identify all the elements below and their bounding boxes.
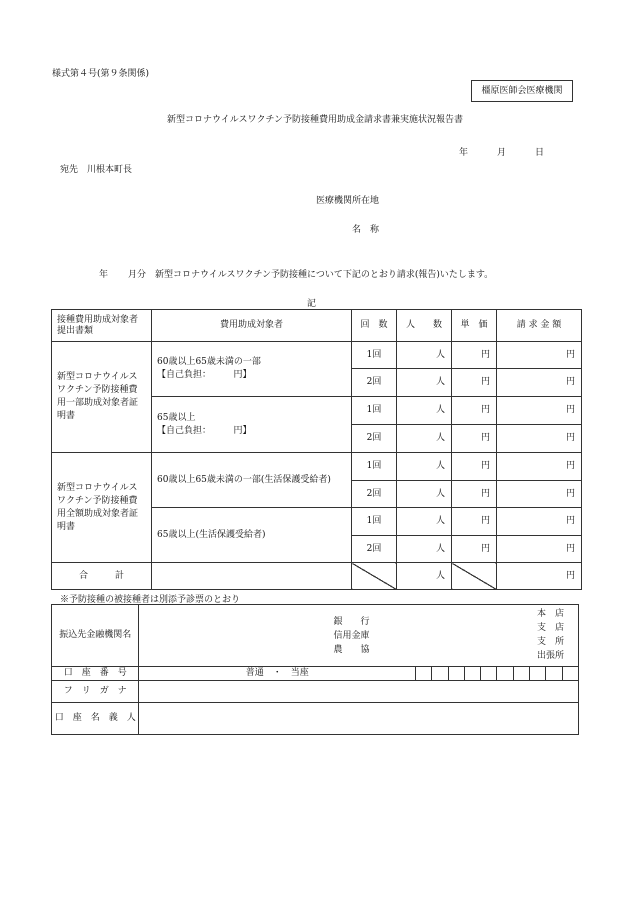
- amount-cell: 円: [497, 342, 582, 369]
- dose-cell: 2回: [352, 369, 397, 397]
- amount-cell: 円: [497, 508, 582, 536]
- bank-name-field[interactable]: [139, 605, 579, 667]
- dose-cell: 1回: [352, 397, 397, 425]
- account-number-row: [52, 667, 579, 681]
- account-digit-cell[interactable]: [562, 667, 578, 681]
- people-cell: 人: [397, 369, 452, 397]
- amount-cell: 円: [497, 481, 582, 508]
- people-cell: 人: [397, 508, 452, 536]
- table-row: [52, 453, 582, 481]
- bank-type: 銀 行: [333, 617, 370, 627]
- unit-price-cell: 円: [452, 481, 497, 508]
- people-cell: 人: [397, 536, 452, 563]
- group-1-target-1: 60歳以上65歳未満の一部 【自己負担： 円】: [152, 342, 352, 397]
- dose-cell: 2回: [352, 536, 397, 563]
- account-digit-cell[interactable]: [497, 667, 513, 681]
- date-month: 月: [497, 148, 507, 158]
- account-digit-cell[interactable]: [464, 667, 480, 681]
- people-cell: 人: [397, 481, 452, 508]
- account-digit-cell[interactable]: [448, 667, 464, 681]
- header-target: 費用助成対象者: [152, 310, 352, 342]
- request-month: 月分: [128, 270, 147, 280]
- clinic-name-label: 名 称: [352, 225, 380, 235]
- dose-cell: 1回: [352, 453, 397, 481]
- total-count-diagonal: [352, 563, 397, 590]
- bank-types: [333, 615, 369, 657]
- account-digit-cell[interactable]: [513, 667, 529, 681]
- header-unit-price: 単 価: [452, 310, 497, 342]
- ki-mark: 記: [307, 299, 317, 309]
- unit-price-cell: 円: [452, 536, 497, 563]
- amount-cell: 円: [497, 453, 582, 481]
- unit-price-cell: 円: [452, 425, 497, 453]
- amount-cell: 円: [497, 397, 582, 425]
- bank-table: [51, 604, 579, 735]
- bank-type: 農 協: [333, 645, 370, 655]
- total-row: [52, 563, 582, 590]
- unit-price-cell: 円: [452, 397, 497, 425]
- bank-label: 振込先金融機関名: [52, 605, 139, 667]
- total-label: 合 計: [52, 563, 152, 590]
- account-number-label: 口 座 番 号: [52, 667, 139, 681]
- total-amount-cell: 円: [497, 563, 582, 590]
- branch-types: [537, 607, 564, 663]
- furigana-label: フ リ ガ ナ: [52, 681, 139, 703]
- account-digit-cell[interactable]: [416, 667, 432, 681]
- clinic-address-label: 医療機関所在地: [316, 196, 380, 206]
- total-unit-price-diagonal: [452, 563, 497, 590]
- amount-cell: 円: [497, 425, 582, 453]
- group-1-target-2: 65歳以上 【自己負担： 円】: [152, 397, 352, 453]
- people-cell: 人: [397, 342, 452, 369]
- unit-price-cell: 円: [452, 342, 497, 369]
- bank-type: 信用金庫: [333, 631, 370, 641]
- furigana-field[interactable]: [139, 681, 579, 703]
- branch-type: 出張所: [536, 651, 564, 661]
- account-digit-cell[interactable]: [481, 667, 497, 681]
- unit-price-cell: 円: [452, 508, 497, 536]
- form-number: 様式第４号(第９条関係): [52, 69, 150, 79]
- bank-row: [52, 605, 579, 667]
- unit-price-cell: 円: [452, 369, 497, 397]
- total-people-cell: 人: [397, 563, 452, 590]
- header-amount: 請 求 金 額: [497, 310, 582, 342]
- date-day: 日: [535, 148, 545, 158]
- group-2-target-1: 60歳以上65歳未満の一部(生活保護受給者): [152, 453, 352, 508]
- document-title: 新型コロナウイルスワクチン予防接種費用助成金請求書兼実施状況報告書: [166, 115, 463, 125]
- branch-type: 支 所: [536, 637, 564, 647]
- table-header-row: [52, 310, 582, 342]
- account-holder-row: [52, 703, 579, 735]
- stamp-box: [471, 80, 573, 102]
- account-digit-cell[interactable]: [546, 667, 562, 681]
- group-1-category: 新型コロナウイルス ワクチン予防接種費 用一部助成対象者証 明書: [52, 342, 152, 453]
- date-year: 年: [459, 148, 469, 158]
- header-count: 回 数: [352, 310, 397, 342]
- amount-cell: 円: [497, 536, 582, 563]
- account-holder-field[interactable]: [139, 703, 579, 735]
- group-2-category: 新型コロナウイルス ワクチン予防接種費 用全額助成対象者証 明書: [52, 453, 152, 563]
- request-text: 新型コロナウイルスワクチン予防接種について下記のとおり請求(報告)いたします。: [155, 270, 494, 280]
- subsidy-table: [51, 309, 582, 590]
- total-target-blank: [152, 563, 352, 590]
- people-cell: 人: [397, 453, 452, 481]
- dose-cell: 2回: [352, 481, 397, 508]
- people-cell: 人: [397, 397, 452, 425]
- account-digit-cell[interactable]: [432, 667, 448, 681]
- table-row: [52, 342, 582, 369]
- branch-type: 支 店: [536, 623, 564, 633]
- furigana-row: [52, 681, 579, 703]
- account-holder-label: 口 座 名 義 人: [52, 703, 139, 735]
- branch-type: 本 店: [536, 609, 564, 619]
- note: ※予防接種の被接種者は別添予診票のとおり: [60, 595, 241, 605]
- stamp-box-label: 橿原医師会医療機関: [481, 86, 563, 96]
- amount-cell: 円: [497, 369, 582, 397]
- account-type-options[interactable]: 普通 ・ 当座: [139, 667, 416, 681]
- header-category: 接種費用助成対象者 提出書類: [52, 310, 152, 342]
- unit-price-cell: 円: [452, 453, 497, 481]
- dose-cell: 2回: [352, 425, 397, 453]
- dose-cell: 1回: [352, 508, 397, 536]
- header-people: 人 数: [397, 310, 452, 342]
- account-digit-cell[interactable]: [530, 667, 546, 681]
- group-2-target-2: 65歳以上(生活保護受給者): [152, 508, 352, 563]
- people-cell: 人: [397, 425, 452, 453]
- dose-cell: 1回: [352, 342, 397, 369]
- request-year: 年: [99, 270, 109, 280]
- addressee: 宛先 川根本町長: [60, 165, 133, 175]
